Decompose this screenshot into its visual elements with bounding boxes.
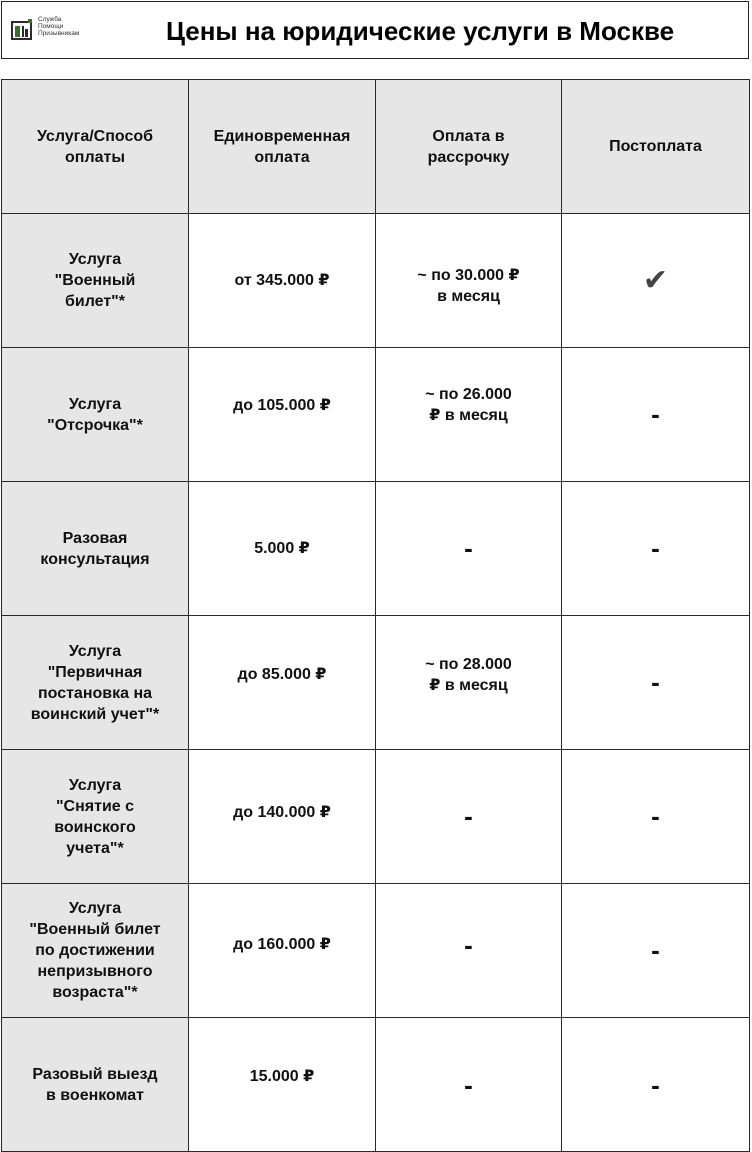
service-line: по достижении <box>35 942 155 959</box>
installment-line: ₽ в месяц <box>429 677 508 694</box>
installment-line: в месяц <box>437 288 500 305</box>
header-cell-postpay <box>562 80 750 214</box>
service-cell <box>2 348 189 482</box>
installment-price-cell <box>376 1018 562 1152</box>
one-time-price: до 105.000 ₽ <box>233 397 331 414</box>
one-time-price: 5.000 ₽ <box>254 540 310 557</box>
installment-line: ~ по 30.000 ₽ <box>417 267 520 284</box>
checkmark-icon: ✔ <box>642 263 669 297</box>
one-time-price: до 160.000 ₽ <box>233 936 331 953</box>
one-time-price-cell <box>189 884 376 1018</box>
installment-value: - <box>464 532 473 563</box>
service-line: "Отсрочка"* <box>47 416 143 434</box>
service-line: "Первичная <box>47 663 143 681</box>
postpay-cell <box>562 1018 750 1152</box>
header-line: рассрочку <box>427 148 510 166</box>
service-line: "Военный <box>54 272 136 289</box>
service-line: Услуга <box>68 395 122 413</box>
installment-price-cell <box>376 348 562 482</box>
service-cell <box>2 1018 189 1152</box>
one-time-price-cell <box>189 214 376 348</box>
installment-line: ~ по 28.000 <box>425 656 512 673</box>
one-time-price: до 140.000 ₽ <box>233 804 331 821</box>
table-row <box>2 616 750 750</box>
service-logo-icon <box>11 18 33 40</box>
installment-price-cell <box>376 750 562 884</box>
logo-text <box>38 16 79 38</box>
service-line: воинский учет"* <box>30 705 160 723</box>
table-header-row <box>2 80 750 214</box>
one-time-price: 15.000 ₽ <box>249 1068 315 1085</box>
one-time-price: до 85.000 ₽ <box>237 666 327 683</box>
service-cell <box>2 750 189 884</box>
installment-price-cell <box>376 482 562 616</box>
service-line: воинского <box>54 818 136 836</box>
postpay-value: - <box>651 800 660 831</box>
postpay-value: - <box>651 934 660 965</box>
postpay-value: - <box>651 1070 660 1100</box>
service-line: консультация <box>40 550 150 568</box>
installment-line: ₽ в месяц <box>429 407 508 424</box>
postpay-cell <box>562 884 750 1018</box>
service-line: Услуга <box>68 642 122 660</box>
service-line: "Военный билет <box>29 921 161 938</box>
logo-line: Призывникам <box>38 30 80 38</box>
one-time-price-cell <box>189 616 376 750</box>
installment-value: - <box>464 930 473 960</box>
header-line: Оплата в <box>432 127 505 145</box>
service-cell <box>2 616 189 750</box>
postpay-cell <box>562 214 750 348</box>
service-line: непризывного <box>37 963 153 980</box>
postpay-value: - <box>651 666 660 697</box>
service-line: Услуга <box>68 900 122 917</box>
header-line: оплата <box>254 148 310 166</box>
company-logo[interactable] <box>11 16 81 48</box>
table-row <box>2 750 750 884</box>
postpay-value: - <box>651 532 660 563</box>
service-line: учета"* <box>66 839 124 857</box>
installment-line: ~ по 26.000 <box>425 386 512 403</box>
table-row <box>2 1018 750 1152</box>
header-line: Услуга/Способ <box>36 127 154 145</box>
service-line: возраста"* <box>52 984 138 1001</box>
installment-price-cell <box>376 214 562 348</box>
price-table <box>1 79 750 1152</box>
table-row <box>2 348 750 482</box>
one-time-price-cell <box>189 1018 376 1152</box>
service-line: постановка на <box>37 684 153 702</box>
header-line: Постоплата <box>609 138 702 155</box>
table-row <box>2 884 750 1018</box>
postpay-cell <box>562 750 750 884</box>
installment-price-cell <box>376 616 562 750</box>
table-row <box>2 482 750 616</box>
service-line: Разовый выезд <box>32 1065 158 1083</box>
header-cell-installment <box>376 80 562 214</box>
installment-value: - <box>464 1070 473 1100</box>
one-time-price: от 345.000 ₽ <box>234 272 330 289</box>
service-line: Услуга <box>68 776 122 794</box>
one-time-price-cell <box>189 348 376 482</box>
logo-line: Служба <box>38 16 62 23</box>
service-line: Разовая <box>62 529 128 547</box>
service-cell <box>2 482 189 616</box>
page-header <box>1 1 749 59</box>
service-line: Услуга <box>68 251 122 268</box>
postpay-value: - <box>651 398 660 429</box>
postpay-cell <box>562 348 750 482</box>
one-time-price-cell <box>189 750 376 884</box>
table-row <box>2 214 750 348</box>
logo-line: Помощи <box>38 23 64 31</box>
service-line: "Снятие с <box>55 797 135 815</box>
page-title: Цены на юридические услуги в Москве <box>165 16 675 46</box>
postpay-cell <box>562 482 750 616</box>
installment-price-cell <box>376 884 562 1018</box>
header-cell-service <box>2 80 189 214</box>
header-line: Единовременная <box>213 127 351 145</box>
header-cell-one-time <box>189 80 376 214</box>
service-cell <box>2 214 189 348</box>
service-line: в военкомат <box>46 1086 144 1104</box>
installment-value: - <box>464 800 473 831</box>
service-cell <box>2 884 189 1018</box>
postpay-cell <box>562 616 750 750</box>
header-line: оплаты <box>65 148 125 166</box>
one-time-price-cell <box>189 482 376 616</box>
service-line: билет"* <box>64 293 125 310</box>
